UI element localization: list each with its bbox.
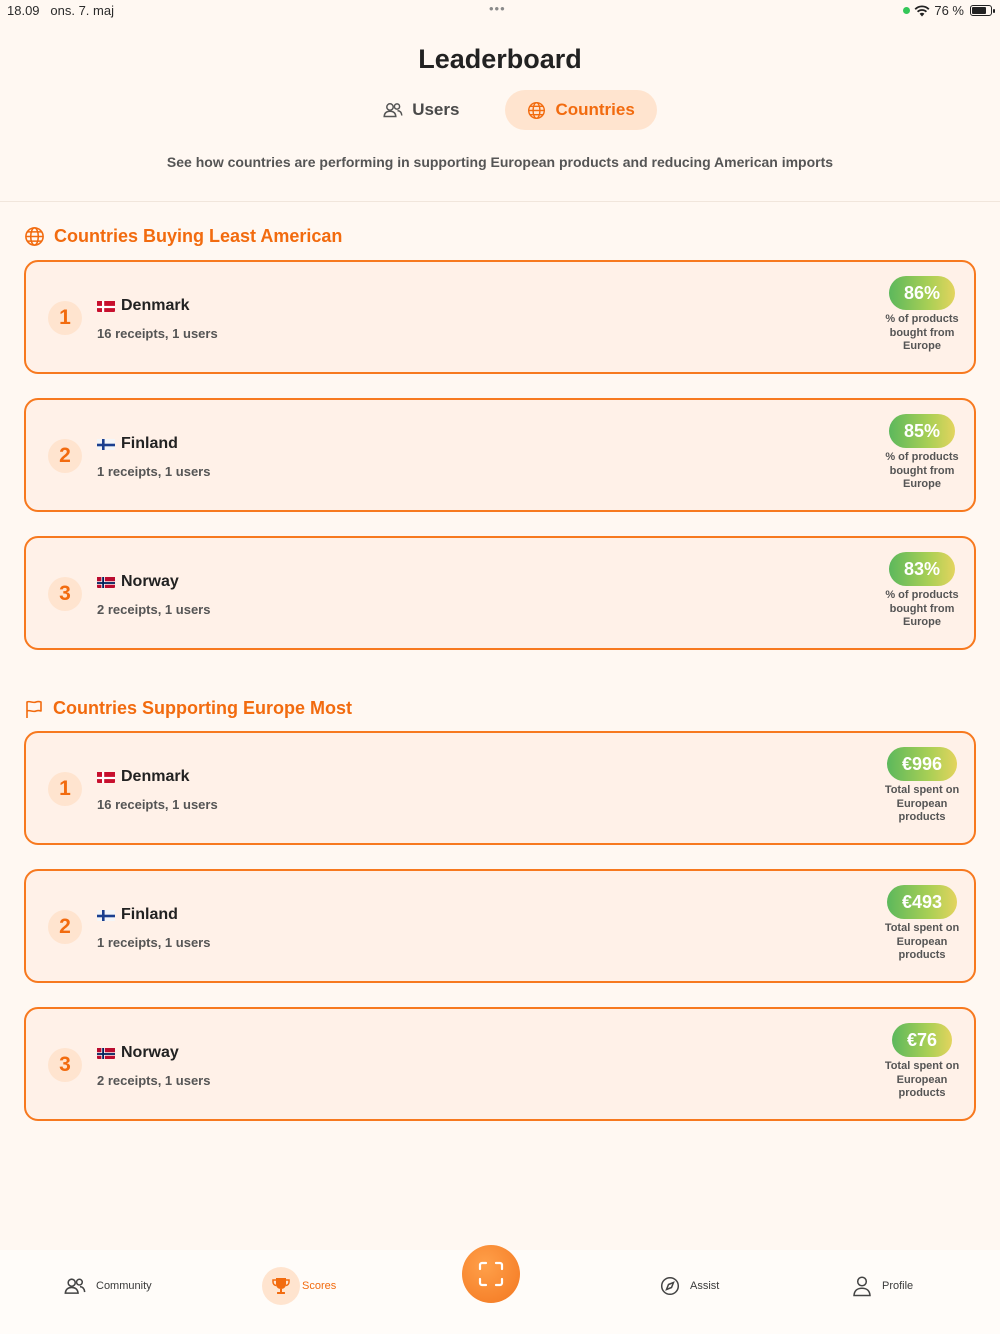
country-stats: 2 receipts, 1 users bbox=[97, 1073, 211, 1088]
metric-label-line: Europe bbox=[903, 478, 941, 490]
tab-countries[interactable] bbox=[505, 90, 656, 130]
metric-label bbox=[874, 313, 970, 354]
tab-countries-label: Countries bbox=[555, 100, 635, 119]
norway-flag-icon bbox=[97, 576, 115, 588]
denmark-flag-icon bbox=[97, 300, 115, 312]
nav-scores-label: Scores bbox=[302, 1280, 337, 1292]
country-line bbox=[97, 906, 178, 924]
finland-flag-icon bbox=[97, 438, 115, 450]
metric bbox=[874, 747, 970, 825]
trophy-icon bbox=[271, 1276, 291, 1296]
country-card[interactable] bbox=[24, 869, 976, 983]
wifi-icon bbox=[914, 5, 930, 17]
leaderboard-tabs bbox=[0, 90, 1000, 130]
country-line bbox=[97, 573, 179, 591]
metric-label-line: Europe bbox=[903, 340, 941, 352]
rank-badge: 2 bbox=[48, 439, 82, 473]
status-bar bbox=[0, 0, 1000, 22]
section-title: Countries Supporting Europe Most bbox=[53, 698, 352, 718]
country-stats: 2 receipts, 1 users bbox=[97, 602, 211, 617]
metric-label bbox=[874, 451, 970, 492]
metric-label-line: products bbox=[898, 949, 946, 961]
metric-label-line: Total spent on bbox=[884, 784, 960, 796]
country-card[interactable] bbox=[24, 398, 976, 512]
metric-label bbox=[874, 589, 970, 630]
status-right bbox=[903, 3, 992, 18]
metric-label-line: European bbox=[896, 797, 948, 810]
nav-profile[interactable] bbox=[852, 1266, 913, 1306]
section-title: Countries Buying Least American bbox=[54, 226, 343, 246]
metric bbox=[874, 1023, 970, 1101]
camera-indicator-icon bbox=[903, 7, 910, 14]
country-name: Denmark bbox=[121, 768, 190, 785]
nav-scores[interactable] bbox=[262, 1266, 336, 1306]
page-title: Leaderboard bbox=[418, 44, 582, 74]
country-stats: 16 receipts, 1 users bbox=[97, 326, 218, 341]
metric-value-pill: €996 bbox=[887, 747, 957, 781]
metric-label-line: % of products bbox=[885, 451, 959, 463]
metric-value-pill: 85% bbox=[889, 414, 955, 448]
status-time: 18.09 bbox=[7, 3, 40, 18]
country-card[interactable] bbox=[24, 1007, 976, 1121]
country-name: Denmark bbox=[121, 297, 190, 314]
scan-button[interactable] bbox=[462, 1245, 520, 1303]
nav-assist-label: Assist bbox=[690, 1280, 720, 1292]
flag-icon bbox=[24, 699, 44, 719]
country-card[interactable] bbox=[24, 536, 976, 650]
metric-label bbox=[874, 922, 970, 963]
rank-badge: 2 bbox=[48, 910, 82, 944]
tab-users-label: Users bbox=[412, 100, 460, 119]
metric-label-line: Total spent on bbox=[884, 1060, 960, 1072]
metric bbox=[874, 552, 970, 630]
country-card[interactable] bbox=[24, 260, 976, 374]
country-stats: 1 receipts, 1 users bbox=[97, 935, 211, 950]
metric bbox=[874, 276, 970, 354]
metric bbox=[874, 414, 970, 492]
status-time-date bbox=[7, 3, 114, 18]
country-name: Finland bbox=[121, 435, 178, 452]
country-name: Norway bbox=[121, 573, 179, 590]
metric-label-line: products bbox=[898, 1087, 946, 1099]
metric-label-line: Europe bbox=[903, 616, 941, 628]
metric-value-pill: €493 bbox=[887, 885, 957, 919]
users-icon bbox=[383, 102, 403, 118]
metric-label bbox=[874, 1060, 970, 1101]
bottom-navigation bbox=[0, 1250, 1000, 1334]
nav-profile-label: Profile bbox=[882, 1280, 914, 1292]
rank-badge: 1 bbox=[48, 301, 82, 335]
metric-label-line: products bbox=[898, 811, 946, 823]
country-line bbox=[97, 768, 189, 786]
metric-label-line: bought from bbox=[889, 602, 955, 615]
scan-icon bbox=[478, 1261, 504, 1287]
nav-scores-icon-wrap bbox=[262, 1267, 300, 1305]
country-line bbox=[97, 297, 189, 315]
globe-icon bbox=[24, 226, 45, 247]
metric-value-pill: 86% bbox=[889, 276, 955, 310]
metric-label bbox=[874, 784, 970, 825]
page-subtitle: See how countries are performing in supporting European products and reducing American imports bbox=[166, 154, 834, 170]
profile-icon bbox=[852, 1275, 872, 1297]
rank-badge: 1 bbox=[48, 772, 82, 806]
battery-percent: 76 % bbox=[934, 3, 964, 18]
compass-icon bbox=[660, 1276, 680, 1296]
nav-community-label: Community bbox=[96, 1280, 152, 1292]
battery-icon bbox=[970, 5, 992, 16]
metric-label-line: European bbox=[896, 935, 948, 948]
metric-label-line: European bbox=[896, 1073, 948, 1086]
country-line bbox=[97, 435, 178, 453]
metric-label-line: % of products bbox=[885, 313, 959, 325]
norway-flag-icon bbox=[97, 1047, 115, 1059]
finland-flag-icon bbox=[97, 909, 115, 921]
globe-icon bbox=[527, 101, 546, 120]
metric-value-pill: €76 bbox=[892, 1023, 952, 1057]
rank-badge: 3 bbox=[48, 577, 82, 611]
metric-label-line: % of products bbox=[885, 589, 959, 601]
header-divider bbox=[0, 201, 1000, 202]
community-icon bbox=[64, 1277, 86, 1295]
metric-label-line: bought from bbox=[889, 326, 955, 339]
denmark-flag-icon bbox=[97, 771, 115, 783]
country-stats: 1 receipts, 1 users bbox=[97, 464, 211, 479]
tab-users[interactable] bbox=[363, 90, 479, 130]
metric-label-line: bought from bbox=[889, 464, 955, 477]
country-card[interactable] bbox=[24, 731, 976, 845]
country-name: Norway bbox=[121, 1044, 179, 1061]
country-line bbox=[97, 1044, 179, 1062]
metric-value-pill: 83% bbox=[889, 552, 955, 586]
multitasking-dots[interactable]: ••• bbox=[489, 1, 506, 16]
nav-assist[interactable] bbox=[660, 1266, 719, 1306]
country-name: Finland bbox=[121, 906, 178, 923]
status-date: ons. 7. maj bbox=[50, 3, 114, 18]
section-header-supporting-europe bbox=[24, 698, 352, 719]
nav-community[interactable] bbox=[64, 1266, 152, 1306]
metric-label-line: Total spent on bbox=[884, 922, 960, 934]
metric bbox=[874, 885, 970, 963]
section-header-least-american bbox=[24, 226, 342, 247]
country-stats: 16 receipts, 1 users bbox=[97, 797, 218, 812]
rank-badge: 3 bbox=[48, 1048, 82, 1082]
